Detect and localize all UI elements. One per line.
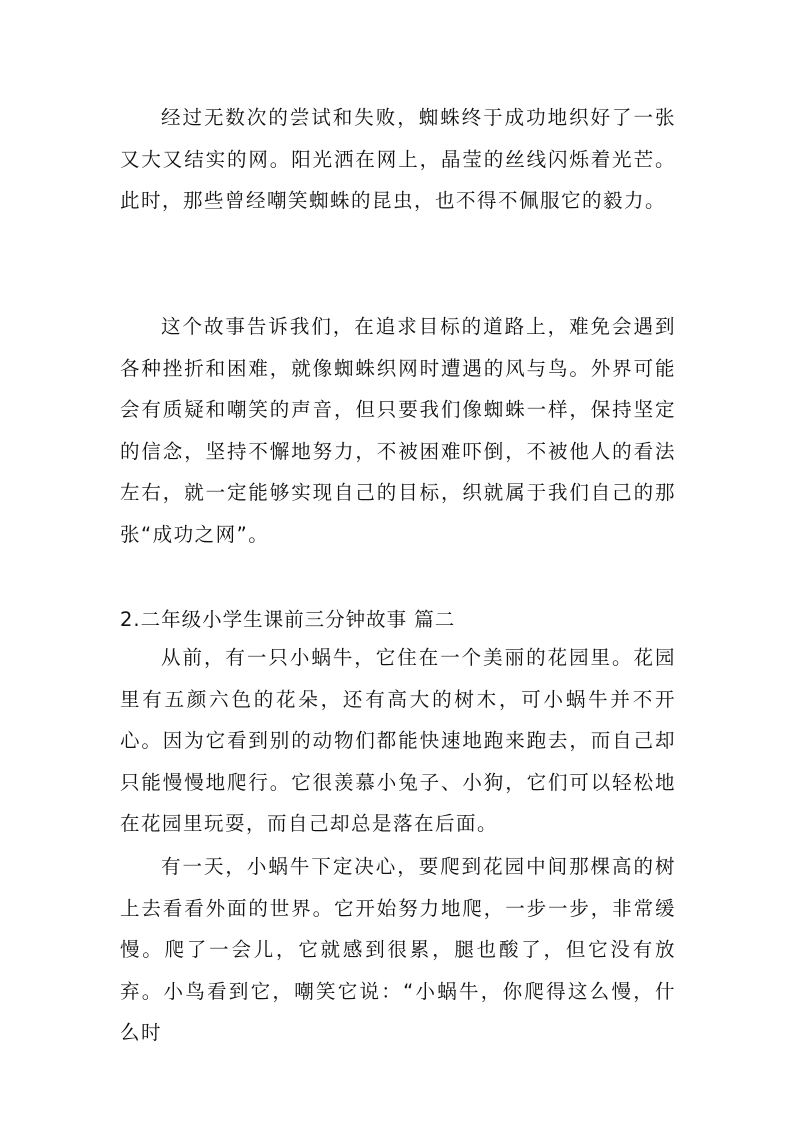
section-heading: 2.二年级小学生课前三分钟故事 篇二: [120, 608, 456, 631]
paragraph-story-moral: 这个故事告诉我们，在追求目标的道路上，难免会遇到各种挫折和困难，就像蜘蛛织网时遭遇的风与鸟。外界可能会有质疑和嘲笑的声音，但只要我们像蜘蛛一样，保持坚定的信念，坚持不懈地努力，不被困难吓倒，不被他人的看法左右，就一定能够实现自己的目标，织就属于我们自己的那张“成功之网”。: [120, 315, 676, 546]
paragraph-spider-web-success: 经过无数次的尝试和失败，蜘蛛终于成功地织好了一张又大又结实的网。阳光洒在网上，晶莹的丝线闪烁着光芒。此时，那些曾经嘲笑蜘蛛的昆虫，也不得不佩服它的毅力。: [120, 106, 676, 212]
paragraph-little-snail-climb: 有一天，小蜗牛下定决心，要爬到花园中间那棵高的树上去看看外面的世界。它开始努力地爬，一步一步，非常缓慢。爬了一会儿，它就感到很累，腿也酸了，但它没有放弃。小鸟看到它，嘲笑它说：“小蜗牛，你爬得这么慢，什么时: [120, 855, 676, 1044]
paragraph-little-snail-intro: 从前，有一只小蜗牛，它住在一个美丽的花园里。花园里有五颜六色的花朵，还有高大的树木，可小蜗牛并不开心。因为它看到别的动物们都能快速地跑来跑去，而自己却只能慢慢地爬行。它很羡慕小兔子、小狗，它们可以轻松地在花园里玩耍，而自己却总是落在后面。: [120, 646, 676, 835]
